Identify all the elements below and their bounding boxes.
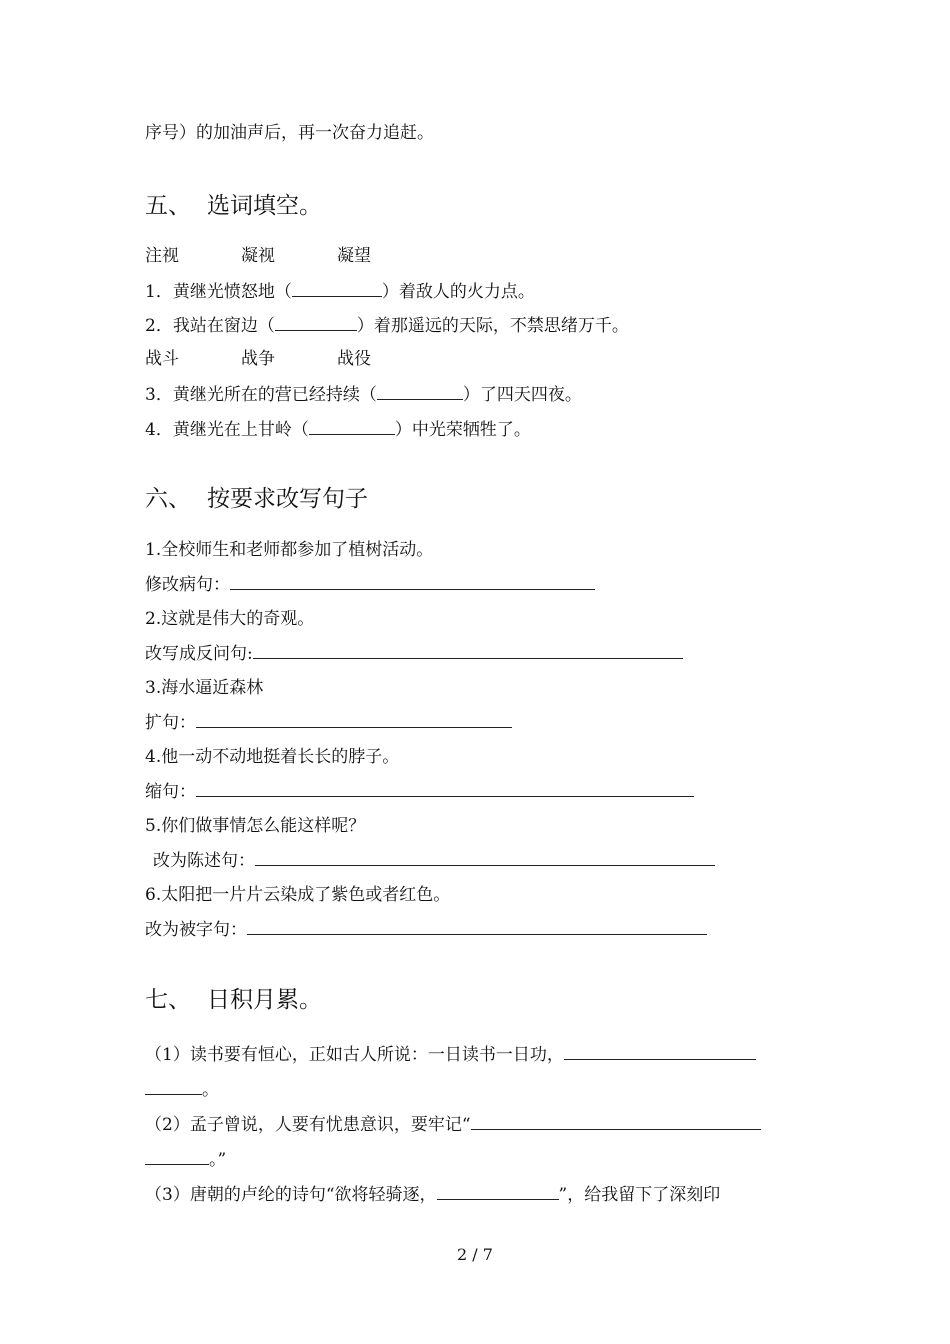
answer-blank[interactable] bbox=[253, 642, 683, 659]
section7-number: 七、 bbox=[145, 987, 191, 1013]
rewrite-sentence: 2.这就是伟大的奇观。 bbox=[145, 609, 315, 629]
rewrite-sentence: 6.太阳把一片片云染成了紫色或者红色。 bbox=[145, 885, 451, 905]
answer-blank[interactable] bbox=[309, 418, 395, 435]
question-text: 。 bbox=[202, 1080, 219, 1100]
answer-blank[interactable] bbox=[377, 383, 463, 400]
section6-number: 六、 bbox=[145, 486, 191, 512]
question-text: 1．黄继光愤怒地（ bbox=[145, 282, 292, 302]
rewrite-prompt: 缩句： bbox=[145, 782, 196, 802]
word-option: 凝望 bbox=[337, 246, 371, 266]
rewrite-prompt: 改为陈述句： bbox=[153, 851, 255, 871]
rewrite-answer-line bbox=[145, 780, 694, 803]
rewrite-answer-line bbox=[145, 642, 683, 665]
answer-blank[interactable] bbox=[437, 1183, 559, 1200]
question-text: ）着那遥远的天际，不禁思绪万千。 bbox=[356, 316, 629, 336]
answer-blank[interactable] bbox=[196, 780, 694, 797]
answer-blank[interactable] bbox=[145, 1148, 209, 1165]
answer-blank[interactable] bbox=[196, 711, 512, 728]
word-group-2 bbox=[145, 348, 433, 370]
word-option: 注视 bbox=[145, 246, 179, 266]
accumulation-question-2 bbox=[145, 1113, 761, 1136]
rewrite-prompt: 改写成反问句: bbox=[145, 644, 253, 664]
word-group-1 bbox=[145, 245, 433, 267]
section5-title: 选词填空。 bbox=[207, 193, 322, 219]
answer-blank[interactable] bbox=[275, 314, 357, 331]
rewrite-prompt: 改为被字句： bbox=[145, 920, 247, 940]
word-option: 战斗 bbox=[145, 349, 179, 369]
answer-blank[interactable] bbox=[145, 1078, 202, 1095]
question-text: ”，给我留下了深刻印 bbox=[558, 1185, 721, 1205]
accumulation-question-1 bbox=[145, 1043, 756, 1066]
question-5-1 bbox=[145, 280, 535, 303]
accumulation-question-1-cont bbox=[145, 1078, 219, 1101]
answer-blank[interactable] bbox=[292, 280, 382, 297]
answer-blank[interactable] bbox=[471, 1113, 761, 1130]
section5-heading bbox=[145, 191, 322, 221]
page-number: 2 / 7 bbox=[457, 1245, 493, 1264]
word-option: 战争 bbox=[241, 349, 275, 369]
section7-heading bbox=[145, 985, 322, 1015]
rewrite-sentence: 5.你们做事情怎么能这样呢？ bbox=[145, 816, 366, 836]
word-option: 战役 bbox=[337, 349, 371, 369]
rewrite-answer-line bbox=[153, 849, 715, 872]
accumulation-question-3 bbox=[145, 1183, 720, 1206]
answer-blank[interactable] bbox=[230, 573, 595, 590]
rewrite-answer-line bbox=[145, 711, 512, 734]
accumulation-question-2-cont bbox=[145, 1148, 226, 1171]
question-text: 4．黄继光在上甘岭（ bbox=[145, 420, 309, 440]
answer-blank[interactable] bbox=[247, 918, 707, 935]
question-text: 。” bbox=[209, 1150, 227, 1170]
rewrite-prompt: 扩句： bbox=[145, 713, 196, 733]
question-5-4 bbox=[145, 418, 531, 441]
answer-blank[interactable] bbox=[564, 1043, 756, 1060]
question-5-2 bbox=[145, 314, 629, 337]
answer-blank[interactable] bbox=[255, 849, 715, 866]
question-text: 3．黄继光所在的营已经持续（ bbox=[145, 385, 377, 405]
question-text: （2）孟子曾说，人要有忧患意识，要牢记“ bbox=[145, 1115, 471, 1135]
question-text: ）中光荣牺牲了。 bbox=[394, 420, 531, 440]
rewrite-sentence: 1.全校师生和老师都参加了植树活动。 bbox=[145, 540, 434, 560]
question-text: （1）读书要有恒心，正如古人所说：一日读书一日功， bbox=[145, 1045, 564, 1065]
question-text: ）着敌人的火力点。 bbox=[381, 282, 535, 302]
section6-title: 按要求改写句子 bbox=[207, 486, 368, 512]
question-5-3 bbox=[145, 383, 582, 406]
rewrite-sentence: 3.海水逼近森林 bbox=[145, 678, 264, 698]
section6-heading bbox=[145, 484, 368, 514]
section5-number: 五、 bbox=[145, 193, 191, 219]
rewrite-answer-line bbox=[145, 573, 595, 596]
rewrite-prompt: 修改病句： bbox=[145, 575, 230, 595]
question-text: ）了四天四夜。 bbox=[462, 385, 582, 405]
section7-title: 日积月累。 bbox=[207, 987, 322, 1013]
question-text: （3）唐朝的卢纶的诗句“欲将轻骑逐， bbox=[145, 1185, 437, 1205]
word-option: 凝视 bbox=[241, 246, 275, 266]
rewrite-answer-line bbox=[145, 918, 707, 941]
rewrite-sentence: 4.他一动不动地挺着长长的脖子。 bbox=[145, 747, 400, 767]
intro-line: 序号）的加油声后，再一次奋力追赶。 bbox=[145, 123, 434, 143]
question-text: 2．我站在窗边（ bbox=[145, 316, 275, 336]
